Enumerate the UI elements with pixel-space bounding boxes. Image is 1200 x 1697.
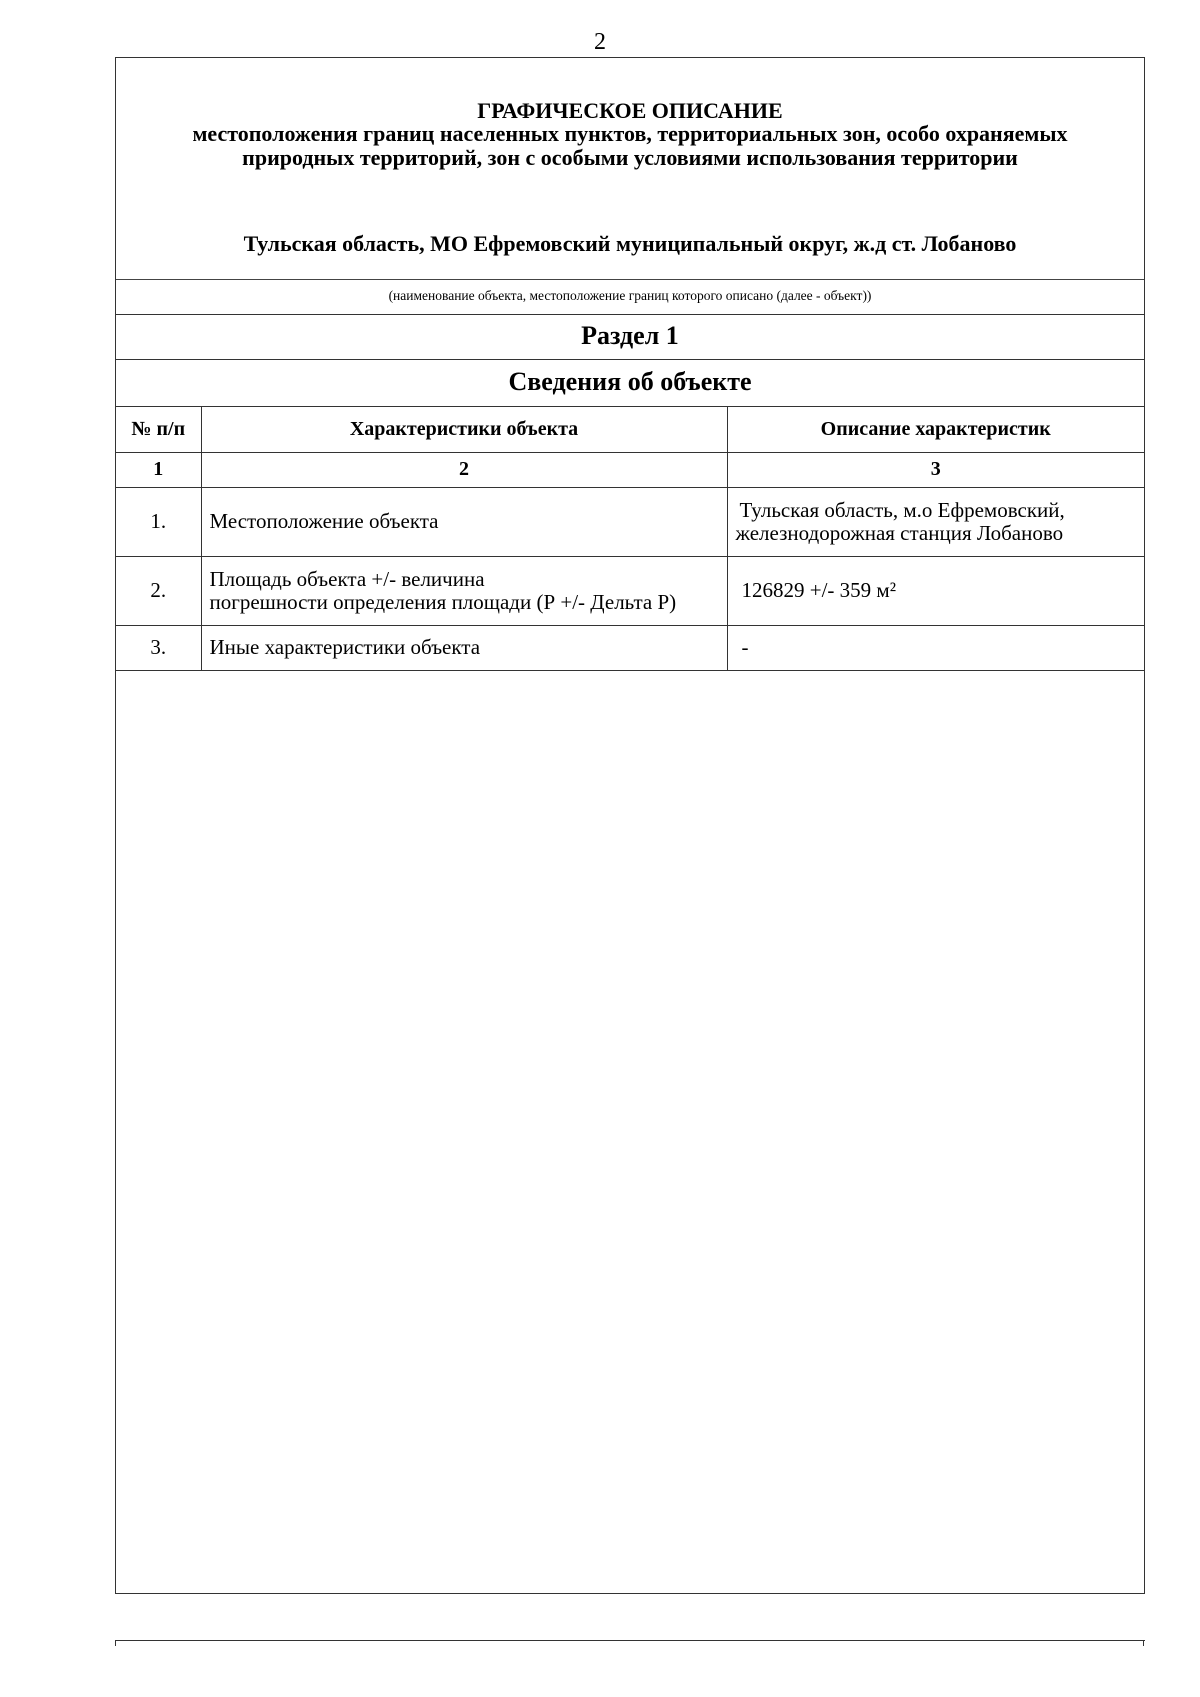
next-frame-top-border: [115, 1640, 1145, 1641]
next-frame-left-tick: [115, 1640, 116, 1646]
row-description: [727, 487, 1144, 556]
document-frame: [115, 57, 1145, 1594]
document-title: ГРАФИЧЕСКОЕ ОПИСАНИЕ: [477, 98, 783, 123]
description-line-1: Тульская область, м.о Ефремовский,: [739, 497, 1065, 522]
header-cell-characteristic: Характеристики объекта: [201, 407, 727, 452]
row-number: 2.: [116, 556, 201, 625]
table-row: [116, 487, 1144, 556]
row-characteristic: Местоположение объекта: [201, 487, 727, 556]
row-description: 126829 +/- 359 м²: [727, 556, 1144, 625]
page-number: 2: [594, 29, 606, 55]
header-cell-number: № п/п: [116, 407, 201, 452]
table-row: [116, 625, 1144, 670]
section-title: Раздел 1: [116, 315, 1144, 360]
characteristic-line-1: Площадь объекта +/- величина: [209, 566, 485, 591]
next-frame-right-tick: [1143, 1640, 1144, 1646]
column-number-1: 1: [116, 452, 201, 487]
object-info-table: [116, 407, 1144, 671]
description-line-2: железнодорожная станция Лобаново: [735, 520, 1064, 545]
object-caption: (наименование объекта, местоположение границ которого описано (далее - объект)): [116, 280, 1144, 315]
section-subtitle: Сведения об объекте: [116, 360, 1144, 407]
table-row: [116, 556, 1144, 625]
row-characteristic: Иные характеристики объекта: [201, 625, 727, 670]
characteristic-line-2: погрешности определения площади (Р +/- Дельта Р): [209, 589, 677, 614]
subtitle-line-2: природных территорий, зон с особыми условиями использования территории: [242, 145, 1018, 170]
object-name: Тульская область, МО Ефремовский муниципальный округ, ж.д ст. Лобаново: [243, 231, 1017, 256]
table-header-row: [116, 407, 1144, 452]
row-number: 1.: [116, 487, 201, 556]
document-subtitle: [116, 122, 1144, 170]
column-number-3: 3: [727, 452, 1144, 487]
column-numbers-row: [116, 452, 1144, 487]
column-number-2: 2: [201, 452, 727, 487]
subtitle-line-1: местоположения границ населенных пунктов, территориальных зон, особо охраняемых: [192, 121, 1068, 146]
row-number: 3.: [116, 625, 201, 670]
row-description: -: [727, 625, 1144, 670]
row-characteristic: [201, 556, 727, 625]
header-cell-description: Описание характеристик: [727, 407, 1144, 452]
document-header: [116, 58, 1144, 280]
